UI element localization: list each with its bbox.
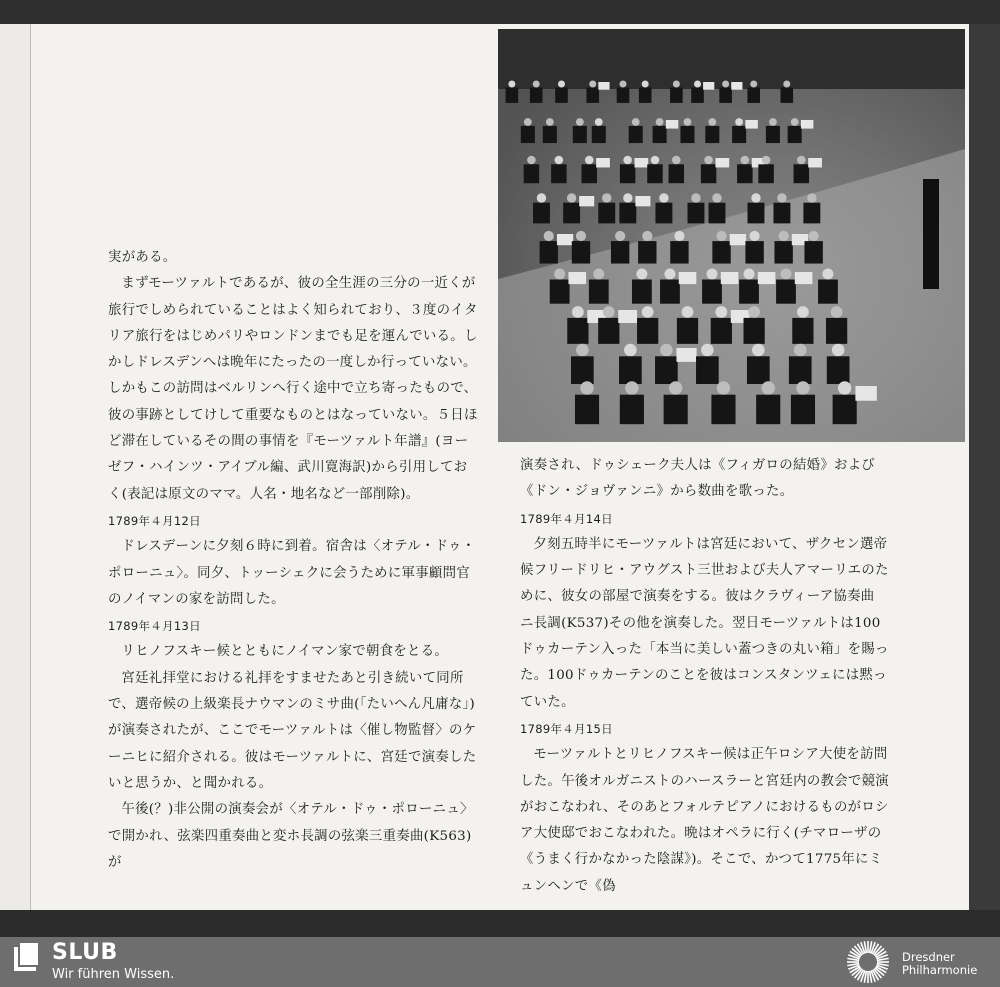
musician-head xyxy=(706,269,717,280)
musician-head xyxy=(791,118,799,126)
musician-body xyxy=(670,88,683,103)
text-column-left xyxy=(108,245,480,876)
paragraph: モーツァルトとリヒノフスキー候は正午ロシア大使を訪問した。午後オルガニストのハースラーと宮廷内の教会で競演がおこなわれ、そのあとフォルテピアノにおけるものがロシア大使邸でおこなわれた。晩はオペラに行く(チマローザの《うまく行かなかった陰謀》)。そこで、かつて1775年にミュンヘンで《偽 xyxy=(520,747,889,894)
musician-head xyxy=(656,118,664,126)
orchestra-photo-drawing xyxy=(498,29,965,442)
musician-head xyxy=(684,118,692,126)
footer-bar xyxy=(0,937,1000,987)
musician-head xyxy=(744,269,755,280)
music-stand xyxy=(855,386,876,401)
musician-body xyxy=(506,88,519,103)
musician-head xyxy=(780,269,791,280)
musician-body xyxy=(575,395,599,424)
musician-body xyxy=(524,164,539,183)
musician-body xyxy=(739,280,759,304)
musician-body xyxy=(696,356,719,384)
musician-head xyxy=(632,118,640,126)
musician-head xyxy=(672,156,681,165)
music-stand xyxy=(795,272,813,284)
musician-head xyxy=(716,231,726,241)
musician-body xyxy=(794,164,809,183)
paragraph: 演奏され、ドゥシェーク夫人は《フィガロの結婚》および《ドン・ジョヴァンニ》から数曲を歌った。 xyxy=(520,458,876,500)
diary-date: 1789年４月14日 xyxy=(520,511,613,526)
musician-head xyxy=(527,156,536,165)
musician-body xyxy=(791,395,815,424)
musician-body xyxy=(598,318,619,344)
orchestra-photo xyxy=(498,29,965,442)
musician-head xyxy=(750,231,760,241)
musician-head xyxy=(544,231,554,241)
musician-body xyxy=(653,126,667,143)
musician-body xyxy=(540,241,558,263)
music-stand xyxy=(758,272,776,284)
musician-head xyxy=(546,118,554,126)
musician-body xyxy=(705,126,719,143)
musician-body xyxy=(745,241,763,263)
musician-head xyxy=(777,193,786,202)
music-stand xyxy=(808,158,822,167)
musician-head xyxy=(669,381,682,394)
paragraph: 実がある。 xyxy=(108,250,177,265)
musician-head xyxy=(585,156,594,165)
musician-body xyxy=(550,280,570,304)
musician-head xyxy=(752,344,765,357)
musician-head xyxy=(838,381,851,394)
music-stand xyxy=(745,120,757,129)
musician-body xyxy=(551,164,566,183)
paragraph: 宮廷礼拝堂における礼拝をすませたあと引き続いて同所で、選帝候の上級楽長ナウマンのミサ曲(「たいへん凡庸な」)が演奏されたが、ここでモーツァルトは〈催し物監督〉のケーニヒに紹介される。彼はモーツァルトに、宮廷で演奏したいと思うか、と聞かれる。 xyxy=(108,670,477,791)
musician-body xyxy=(592,126,606,143)
musician-head xyxy=(797,156,806,165)
musician-body xyxy=(617,88,630,103)
musician-head xyxy=(694,81,701,88)
musician-head xyxy=(572,306,584,318)
musician-body xyxy=(543,126,557,143)
musician-head xyxy=(625,381,638,394)
dresdner-philharmonie-name[interactable] xyxy=(902,951,977,977)
musician-head xyxy=(783,81,790,88)
musician-head xyxy=(708,118,716,126)
musician-head xyxy=(524,118,532,126)
musician-body xyxy=(638,241,656,263)
scan-border-top xyxy=(0,0,1000,24)
dresdner-philharmonie-sun-logo xyxy=(844,939,892,985)
musician-body xyxy=(804,241,822,263)
musician-head xyxy=(623,193,632,202)
musician-body xyxy=(571,356,594,384)
music-stand xyxy=(635,158,649,167)
conductor xyxy=(923,179,939,289)
musician-body xyxy=(792,318,813,344)
paragraph: まずモーツァルトであるが、彼の全生涯の三分の一近くが旅行でしめられていることはよく知られており、３度のイタリア旅行をはじめパリやロンドンまでも足を運んでいる。しかしドレスデンへは晩年にたったの一度しか行っていない。しかもこの訪問はベルリンへ行く途中で立ち寄ったもので、彼の事跡としてけして重要なものとはなっていない。５日ほど滞在しているその間の事情を『モーツァルト年譜』(ヨーゼフ・ハインツ・アイブル編、武川寛海訳)から引用しておく(表記は原文のママ。人名・地名など一部削除)。 xyxy=(108,276,478,502)
diary-date: 1789年４月12日 xyxy=(108,513,201,528)
musician-head xyxy=(555,156,564,165)
musician-head xyxy=(664,269,675,280)
musician-body xyxy=(827,356,850,384)
musician-head xyxy=(722,81,729,88)
musician-body xyxy=(655,203,672,224)
musician-head xyxy=(603,306,615,318)
musician-body xyxy=(776,280,796,304)
musician-body xyxy=(629,126,643,143)
musician-body xyxy=(669,164,684,183)
musician-body xyxy=(598,203,615,224)
musician-body xyxy=(660,280,680,304)
musician-body xyxy=(664,395,688,424)
musician-head xyxy=(576,231,586,241)
diary-date: 1789年４月13日 xyxy=(108,619,201,634)
slub-name[interactable]: SLUB xyxy=(52,940,118,965)
music-stand xyxy=(703,82,714,90)
musician-body xyxy=(803,203,820,224)
slub-tagline: Wir führen Wissen. xyxy=(52,967,175,982)
music-stand xyxy=(666,120,678,129)
musician-body xyxy=(788,126,802,143)
musician-body xyxy=(789,356,812,384)
musician-head xyxy=(682,306,694,318)
musician-body xyxy=(773,203,790,224)
musician-head xyxy=(701,344,714,357)
musician-body xyxy=(747,88,760,103)
musician-head xyxy=(750,81,757,88)
musician-body xyxy=(582,164,597,183)
music-stand xyxy=(618,310,637,323)
musician-head xyxy=(762,381,775,394)
musician-body xyxy=(711,395,735,424)
musician-body xyxy=(719,88,732,103)
musician-head xyxy=(567,193,576,202)
text-column-right xyxy=(520,453,892,900)
dp-name-line1: Dresdner xyxy=(902,950,955,964)
paragraph: 夕刻五時半にモーツァルトは宮廷において、ザクセン選帝候フリードリヒ・アウグスト三世および夫人アマーリエのために、彼女の部屋で演奏をする。彼はクラヴィーア協奏曲 ニ長調(K537)その他を演奏した。翌日モーツァルトは100ドゥカーテン入った「本当に美しい蓋つきの丸い箱」を賜った。100ドゥカーテンのことを彼はコンスタンツェには黙っていた。 xyxy=(520,536,889,710)
musician-body xyxy=(533,203,550,224)
musician-head xyxy=(822,269,833,280)
musician-body xyxy=(572,241,590,263)
musician-head xyxy=(558,81,565,88)
musician-head xyxy=(712,193,721,202)
music-stand xyxy=(635,196,650,206)
musician-body xyxy=(555,88,568,103)
musician-body xyxy=(747,356,770,384)
music-stand xyxy=(676,348,696,362)
musician-body xyxy=(647,164,662,183)
paragraph: 午後(？)非公開の演奏会が〈オテル・ドゥ・ポローニュ〉で開かれ、弦楽四重奏曲と変ホ長調の弦楽三重奏曲(K563)が xyxy=(108,802,474,870)
musician-body xyxy=(611,241,629,263)
musician-head xyxy=(673,81,680,88)
musician-head xyxy=(651,156,660,165)
paragraph: リヒノフスキー候とともにノイマン家で朝食をとる。 xyxy=(121,644,449,660)
musician-head xyxy=(796,381,809,394)
musician-head xyxy=(715,306,727,318)
musician-head xyxy=(615,231,625,241)
musician-body xyxy=(712,241,730,263)
left-page-edge xyxy=(0,24,31,910)
musician-body xyxy=(780,88,793,103)
musician-head xyxy=(751,193,760,202)
musician-head xyxy=(704,156,713,165)
music-stand xyxy=(579,196,594,206)
musician-head xyxy=(576,344,589,357)
music-stand xyxy=(801,120,813,129)
musician-body xyxy=(748,203,765,224)
musician-head xyxy=(593,269,604,280)
musician-head xyxy=(741,156,750,165)
music-stand xyxy=(679,272,697,284)
music-stand xyxy=(596,158,610,167)
musician-head xyxy=(762,156,771,165)
musician-body xyxy=(709,203,726,224)
musician-head xyxy=(832,344,845,357)
musician-body xyxy=(702,280,722,304)
musician-body xyxy=(567,318,588,344)
musician-body xyxy=(737,164,752,183)
musician-head xyxy=(624,344,637,357)
musician-head xyxy=(717,381,730,394)
musician-body xyxy=(639,88,652,103)
music-stand xyxy=(598,82,609,90)
musician-body xyxy=(620,395,644,424)
musician-head xyxy=(554,269,565,280)
musician-body xyxy=(677,318,698,344)
musician-body xyxy=(818,280,838,304)
musician-body xyxy=(766,126,780,143)
musician-body xyxy=(691,88,704,103)
musician-head xyxy=(533,81,540,88)
musician-head xyxy=(619,81,626,88)
musician-head xyxy=(580,381,593,394)
musician-head xyxy=(794,344,807,357)
musician-body xyxy=(826,318,847,344)
musician-body xyxy=(586,88,599,103)
music-stand xyxy=(730,234,746,245)
musician-head xyxy=(595,118,603,126)
musician-head xyxy=(674,231,684,241)
musician-body xyxy=(833,395,857,424)
musician-body xyxy=(589,280,609,304)
slub-book-icon xyxy=(12,943,40,973)
musician-head xyxy=(748,306,760,318)
logo-center xyxy=(861,955,875,969)
musician-body xyxy=(756,395,780,424)
musician-body xyxy=(619,203,636,224)
musician-body xyxy=(619,356,642,384)
musician-body xyxy=(711,318,732,344)
musician-body xyxy=(688,203,705,224)
musician-body xyxy=(632,280,652,304)
musician-head xyxy=(508,81,515,88)
musician-head xyxy=(660,344,673,357)
musician-head xyxy=(636,269,647,280)
music-stand xyxy=(715,158,729,167)
dp-name-line2: Philharmonie xyxy=(902,963,978,977)
musician-head xyxy=(623,156,632,165)
musician-head xyxy=(691,193,700,202)
musician-body xyxy=(670,241,688,263)
musician-body xyxy=(774,241,792,263)
musician-head xyxy=(589,81,596,88)
musician-body xyxy=(655,356,678,384)
musician-head xyxy=(576,118,584,126)
music-stand xyxy=(568,272,586,284)
music-stand xyxy=(557,234,573,245)
musician-head xyxy=(809,231,819,241)
musician-body xyxy=(680,126,694,143)
musician-body xyxy=(530,88,543,103)
musician-head xyxy=(769,118,777,126)
musician-body xyxy=(732,126,746,143)
music-stand xyxy=(721,272,739,284)
musician-head xyxy=(642,306,654,318)
musician-head xyxy=(602,193,611,202)
musician-head xyxy=(797,306,809,318)
musician-head xyxy=(659,193,668,202)
musician-head xyxy=(642,81,649,88)
musician-body xyxy=(637,318,658,344)
music-stand xyxy=(731,82,742,90)
musician-body xyxy=(521,126,535,143)
musician-body xyxy=(620,164,635,183)
musician-head xyxy=(642,231,652,241)
musician-head xyxy=(537,193,546,202)
diary-date: 1789年４月15日 xyxy=(520,721,613,736)
musician-head xyxy=(807,193,816,202)
musician-body xyxy=(744,318,765,344)
musician-body xyxy=(701,164,716,183)
paragraph: ドレスデーンに夕刻６時に到着。宿舎は〈オテル・ドゥ・ポローニュ〉。同夕、トッーシェクに会うために軍事顧問官のノイマンの家を訪問した。 xyxy=(108,539,476,607)
musician-head xyxy=(779,231,789,241)
scan-border-right xyxy=(969,24,1000,910)
musician-head xyxy=(735,118,743,126)
musician-body xyxy=(573,126,587,143)
musician-body xyxy=(563,203,580,224)
musician-head xyxy=(831,306,843,318)
musician-body xyxy=(758,164,773,183)
